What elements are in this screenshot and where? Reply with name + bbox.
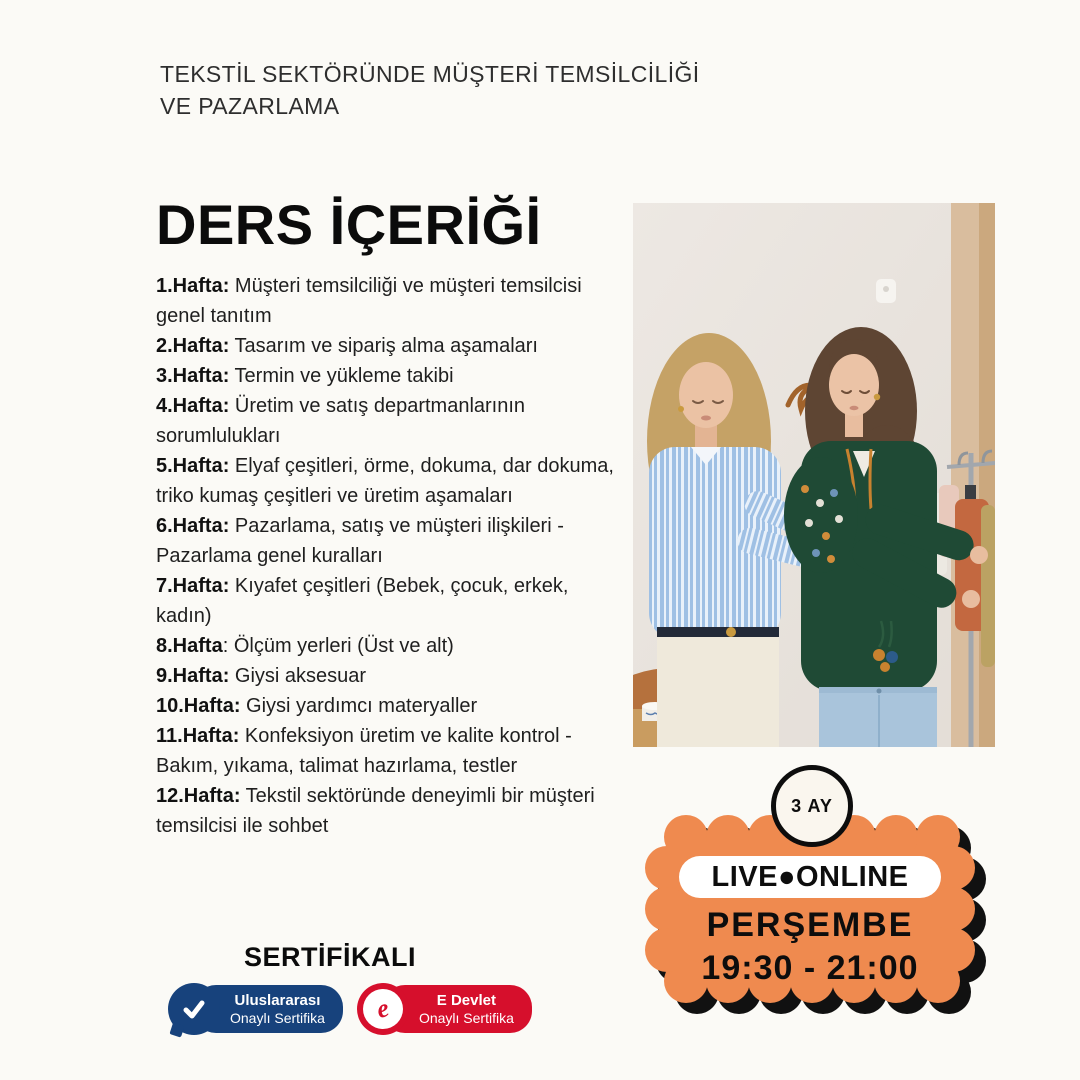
syllabus-item: 10.Hafta: Giysi yardımcı materyaller	[156, 695, 478, 717]
badge-title: E Devlet	[436, 991, 496, 1009]
course-name-heading	[160, 58, 700, 122]
syllabus-item: 3.Hafta: Termin ve yükleme takibi	[156, 365, 454, 387]
international-certificate-badge	[168, 983, 343, 1035]
syllabus-item: 12.Hafta: Tekstil sektöründe deneyimli bir müşteri temsilcisi ile sohbet	[156, 785, 595, 837]
syllabus-item: 1.Hafta: Müşteri temsilciliği ve müşteri temsilcisi genel tanıtım	[156, 275, 582, 327]
syllabus-list	[156, 271, 620, 841]
duration-badge	[771, 765, 853, 847]
check-icon	[168, 983, 220, 1035]
duration-label: 3 AY	[791, 795, 833, 816]
badge-title: Uluslararası	[234, 991, 321, 1009]
syllabus-item: 7.Hafta: Kıyafet çeşitleri (Bebek, çocuk, erkek, kadın)	[156, 575, 569, 627]
edevlet-certificate-badge	[357, 983, 532, 1035]
syllabus-item: 9.Hafta: Giysi aksesuar	[156, 665, 367, 687]
course-name-line2: VE PAZARLAMA	[160, 93, 340, 119]
syllabus-item: 4.Hafta: Üretim ve satış departmanlarının sorumlulukları	[156, 395, 526, 447]
syllabus-item: 2.Hafta: Tasarım ve sipariş alma aşamaları	[156, 335, 538, 357]
edevlet-logo-icon: e	[357, 983, 409, 1035]
certification-badges	[168, 983, 532, 1035]
course-photo	[633, 203, 995, 747]
page-title: DERS İÇERİĞİ	[156, 192, 542, 256]
certification-heading: SERTİFİKALI	[244, 942, 416, 972]
schedule-day: PERŞEMBE	[706, 906, 914, 944]
syllabus-item: 8.Hafta: Ölçüm yerleri (Üst ve alt)	[156, 635, 454, 657]
live-online-label: LIVE●ONLINE	[711, 860, 909, 893]
schedule-time: 19:30 - 21:00	[701, 949, 919, 987]
badge-subtitle: Onaylı Sertifika	[230, 1009, 325, 1026]
live-online-pill	[679, 856, 941, 898]
course-name-line1: TEKSTİL SEKTÖRÜNDE MÜŞTERİ TEMSİLCİLİĞİ	[160, 61, 700, 87]
syllabus-item: 11.Hafta: Konfeksiyon üretim ve kalite kontrol - Bakım, yıkama, talimat hazırlama, testler	[156, 725, 572, 777]
syllabus-item: 5.Hafta: Elyaf çeşitleri, örme, dokuma, dar dokuma, triko kumaş çeşitleri ve üretim aşamaları	[156, 455, 614, 507]
syllabus-item: 6.Hafta: Pazarlama, satış ve müşteri ilişkileri - Pazarlama genel kuralları	[156, 515, 564, 567]
badge-subtitle: Onaylı Sertifika	[418, 1009, 514, 1026]
